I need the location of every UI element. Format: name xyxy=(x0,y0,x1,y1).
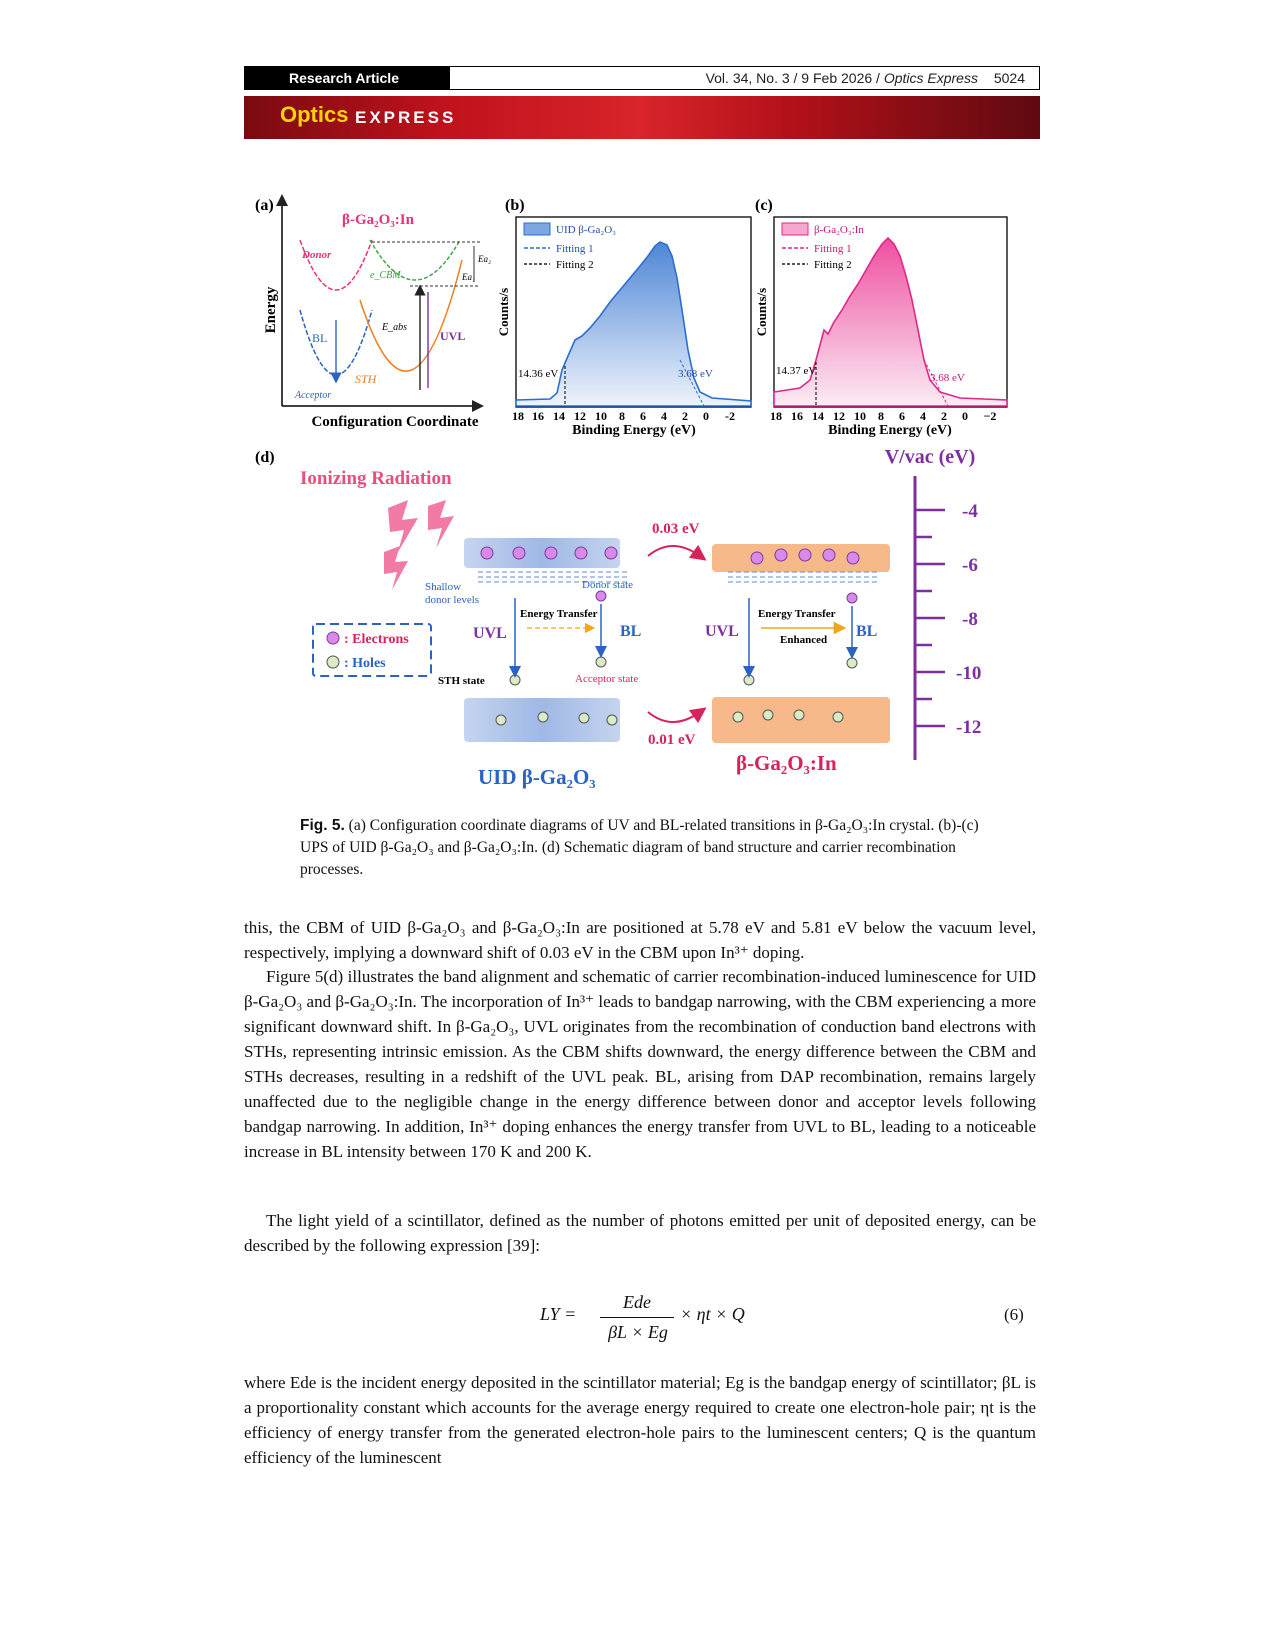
panel-c-annot-left: 14.37 eV xyxy=(776,365,817,377)
bl-label-left: BL xyxy=(620,623,642,640)
equation-numerator: Ede xyxy=(623,1292,651,1312)
shift-bottom-label: 0.01 eV xyxy=(648,732,696,748)
panel-c-xlabel: Binding Energy (eV) xyxy=(828,423,952,438)
hole xyxy=(607,715,617,725)
equation-rhs: × ηt × Q xyxy=(680,1304,745,1324)
legend-holes: : Holes xyxy=(344,656,386,671)
panel-b-tick: 6 xyxy=(640,409,646,423)
panel-b xyxy=(496,197,751,438)
panel-a-label: (a) xyxy=(255,197,274,214)
equation-denominator: βL × Eg xyxy=(608,1322,668,1342)
panel-c xyxy=(754,197,1007,438)
volume-info: Vol. 34, No. 3 / 9 Feb 2026 / xyxy=(705,70,880,86)
legend-b-1: UID β-Ga₂O₃ xyxy=(556,224,617,236)
paragraph-3: The light yield of a scintillator, defined as the number of photons emitted per unit of deposited energy, can be described by the following expression [39]: xyxy=(244,1211,1036,1255)
panel-b-tick: 14 xyxy=(553,409,565,423)
lightning-icon xyxy=(384,546,408,590)
panel-c-tick: 0 xyxy=(962,409,968,423)
caption-text: (a) Configuration coordinate diagrams of UV and BL-related transitions in β-Ga₂O₃:In crystal. (b)-(c) UPS of UID β-Ga₂O₃ and β-Ga₂O₃:In. (d) Schematic diagram of band structure and carrier recombination processes. xyxy=(300,817,979,878)
hole xyxy=(763,710,773,720)
scale-tick-label: -10 xyxy=(956,663,982,684)
figure-caption xyxy=(300,815,980,881)
shift-top-label: 0.03 eV xyxy=(652,521,700,537)
legend-c-3: Fitting 2 xyxy=(814,259,852,271)
legend-b-swatch xyxy=(524,223,550,235)
panel-c-ticks xyxy=(770,409,996,423)
in-material-name: β-Ga₂O₃:In xyxy=(736,751,837,775)
legend-b-3: Fitting 2 xyxy=(556,259,594,271)
shallow-label-2: donor levels xyxy=(425,594,480,606)
equation-number: (6) xyxy=(1004,1305,1024,1324)
panel-a xyxy=(255,197,491,430)
panel-c-tick: 18 xyxy=(770,409,782,423)
donor-label: Donor xyxy=(302,249,332,261)
in-doped-spectrum xyxy=(774,238,1007,406)
uvl-label-a: UVL xyxy=(440,329,466,343)
hole xyxy=(579,713,589,723)
shallow-label-1: Shallow xyxy=(425,581,462,593)
panel-b-label: (b) xyxy=(505,197,525,214)
panel-b-tick: 4 xyxy=(661,409,667,423)
donor-curve xyxy=(300,240,372,290)
panel-c-tick: 2 xyxy=(941,409,947,423)
lightning-icon xyxy=(428,500,454,548)
ionizing-radiation-label: Ionizing Radiation xyxy=(300,468,452,489)
legend-electron-swatch xyxy=(327,632,339,644)
paragraph-4: where Ede is the incident energy deposited in the scintillator material; Eg is the bandgap energy of scintillator; βL is a proportionality constant which accounts for the average energy required to create one electron-hole pair; ηt is the efficiency of energy transfer from the generated electron-hole pairs to the luminescent centers; Q is the quantum efficiency of the luminescent xyxy=(244,1373,1036,1467)
panel-c-tick: 16 xyxy=(791,409,803,423)
panel-c-tick: 14 xyxy=(812,409,824,423)
panel-c-tick: −2 xyxy=(983,409,997,423)
equation-6 xyxy=(540,1292,760,1352)
electron xyxy=(575,547,587,559)
panel-b-tick: 8 xyxy=(619,409,625,423)
page-number: 5024 xyxy=(993,70,1025,86)
donor-electron xyxy=(596,591,606,601)
sth-hole xyxy=(744,675,754,685)
panel-b-tick: 0 xyxy=(703,409,709,423)
eabs-label: E_abs xyxy=(382,322,407,333)
legend-c-2: Fitting 1 xyxy=(814,243,852,255)
vbm-shift-arrow xyxy=(648,712,700,722)
banner-express: EXPRESS xyxy=(355,108,457,127)
uid-spectrum xyxy=(516,242,751,406)
acceptor-hole xyxy=(847,658,857,668)
panel-d xyxy=(255,446,981,789)
donor-state-label: Donor state xyxy=(582,579,634,591)
panel-b-tick: 2 xyxy=(682,409,688,423)
legend-electrons: : Electrons xyxy=(344,632,409,647)
acceptor-label: Acceptor xyxy=(295,390,332,401)
caption-label: Fig. 5. xyxy=(300,817,345,834)
sth-label: STH xyxy=(355,372,377,386)
electron xyxy=(751,552,763,564)
scale-tick-label: -12 xyxy=(956,717,982,738)
legend-b-2: Fitting 1 xyxy=(556,243,594,255)
uvl-label-right: UVL xyxy=(705,623,739,640)
cbm-shift-arrow xyxy=(648,546,700,556)
acceptor-state-label: Acceptor state xyxy=(575,673,639,685)
energy-transfer-label-left: Energy Transfer xyxy=(520,608,598,620)
energy-transfer-label-right: Energy Transfer xyxy=(758,608,836,620)
panel-c-tick: 10 xyxy=(854,409,866,423)
panel-a-xlabel: Configuration Coordinate xyxy=(311,414,479,430)
panel-c-tick: 4 xyxy=(920,409,926,423)
panel-b-tick: 18 xyxy=(512,409,524,423)
hole xyxy=(538,712,548,722)
article-type-tag: Research Article xyxy=(245,67,450,89)
bl-label-right: BL xyxy=(856,623,878,640)
fraction-bar xyxy=(600,1317,674,1318)
electron xyxy=(775,549,787,561)
cbm-label: e_CBM xyxy=(370,270,401,281)
panel-c-tick: 12 xyxy=(833,409,845,423)
hole xyxy=(733,712,743,722)
panel-b-annot-left: 14.36 eV xyxy=(518,368,559,380)
equation-lhs: LY = xyxy=(540,1304,577,1324)
scale-tick-label: -8 xyxy=(962,609,978,630)
paragraph-1: this, the CBM of UID β-Ga₂O₃ and β-Ga₂O₃:In are positioned at 5.78 eV and 5.81 eV below the vacuum level, respectively, implying a downward shift of 0.03 eV in the CBM upon In³⁺ doping. xyxy=(244,918,1036,962)
panel-c-tick: 8 xyxy=(878,409,884,423)
panel-b-annot-right: 3.68 eV xyxy=(678,368,713,380)
panel-c-tick: 6 xyxy=(899,409,905,423)
hole xyxy=(496,715,506,725)
panel-c-label: (c) xyxy=(755,197,773,214)
panel-b-tick: 16 xyxy=(532,409,544,423)
uid-material-name: UID β-Ga₂O₃ xyxy=(478,765,596,789)
hole xyxy=(833,712,843,722)
figure-5 xyxy=(0,0,1275,800)
uvl-label-left: UVL xyxy=(473,625,507,642)
enhanced-label: Enhanced xyxy=(780,634,828,646)
panel-c-ylabel: Counts/s xyxy=(754,287,769,337)
scale-title: V/vac (eV) xyxy=(884,446,976,468)
panel-b-tick: -2 xyxy=(725,409,735,423)
ea2-label: Ea₂ xyxy=(478,254,492,264)
journal-name: Optics Express xyxy=(883,70,978,86)
electron xyxy=(823,549,835,561)
legend-c-swatch xyxy=(782,223,808,235)
panel-b-ylabel: Counts/s xyxy=(496,287,511,337)
ea1-label: Ea₁ xyxy=(462,272,476,282)
acceptor-hole xyxy=(596,657,606,667)
sth-state-label: STH state xyxy=(438,675,485,687)
electron xyxy=(481,547,493,559)
panel-a-title: β-Ga₂O₃:In xyxy=(342,212,414,228)
panel-b-tick: 10 xyxy=(595,409,607,423)
legend-hole-swatch xyxy=(327,656,339,668)
scale-tick-label: -6 xyxy=(962,555,978,576)
panel-b-xlabel: Binding Energy (eV) xyxy=(572,423,696,438)
lightning-icon xyxy=(388,500,418,552)
legend-c-1: β-Ga₂O₃:In xyxy=(814,224,864,236)
banner-optics: Optics xyxy=(280,102,349,127)
scale-tick-label: -4 xyxy=(962,501,978,522)
panel-c-annot-right: 3.68 eV xyxy=(930,372,965,384)
electron xyxy=(545,547,557,559)
electron xyxy=(847,552,859,564)
electron xyxy=(513,547,525,559)
panel-b-ticks xyxy=(512,409,735,423)
panel-b-tick: 12 xyxy=(574,409,586,423)
electron xyxy=(799,549,811,561)
sth-hole xyxy=(510,675,520,685)
hole xyxy=(794,710,804,720)
panel-d-label: (d) xyxy=(255,449,275,466)
donor-electron xyxy=(847,593,857,603)
bl-label-a: BL xyxy=(312,331,328,345)
panel-a-ylabel: Energy xyxy=(263,286,279,334)
paragraph-2: Figure 5(d) illustrates the band alignment and schematic of carrier recombination-induced luminescence for UID β-Ga₂O₃ and β-Ga₂O₃:In. The incorporation of In³⁺ leads to bandgap narrowing, with the CBM experiencing a more significant downward shift. In β-Ga₂O₃, UVL originates from the recombination of conduction band electrons with STHs, representing intrinsic emission. As the CBM shifts downward, the energy difference between the CBM and STHs decreases, resulting in a redshift of the UVL peak. BL, arising from DAP recombination, remains largely unaffected due to the negligible change in the energy difference between donor and acceptor levels following bandgap narrowing. In addition, In³⁺ doping enhances the energy transfer from UVL to BL, leading to a noticeable increase in BL intensity between 170 K and 200 K. xyxy=(244,967,1036,1161)
electron xyxy=(605,547,617,559)
